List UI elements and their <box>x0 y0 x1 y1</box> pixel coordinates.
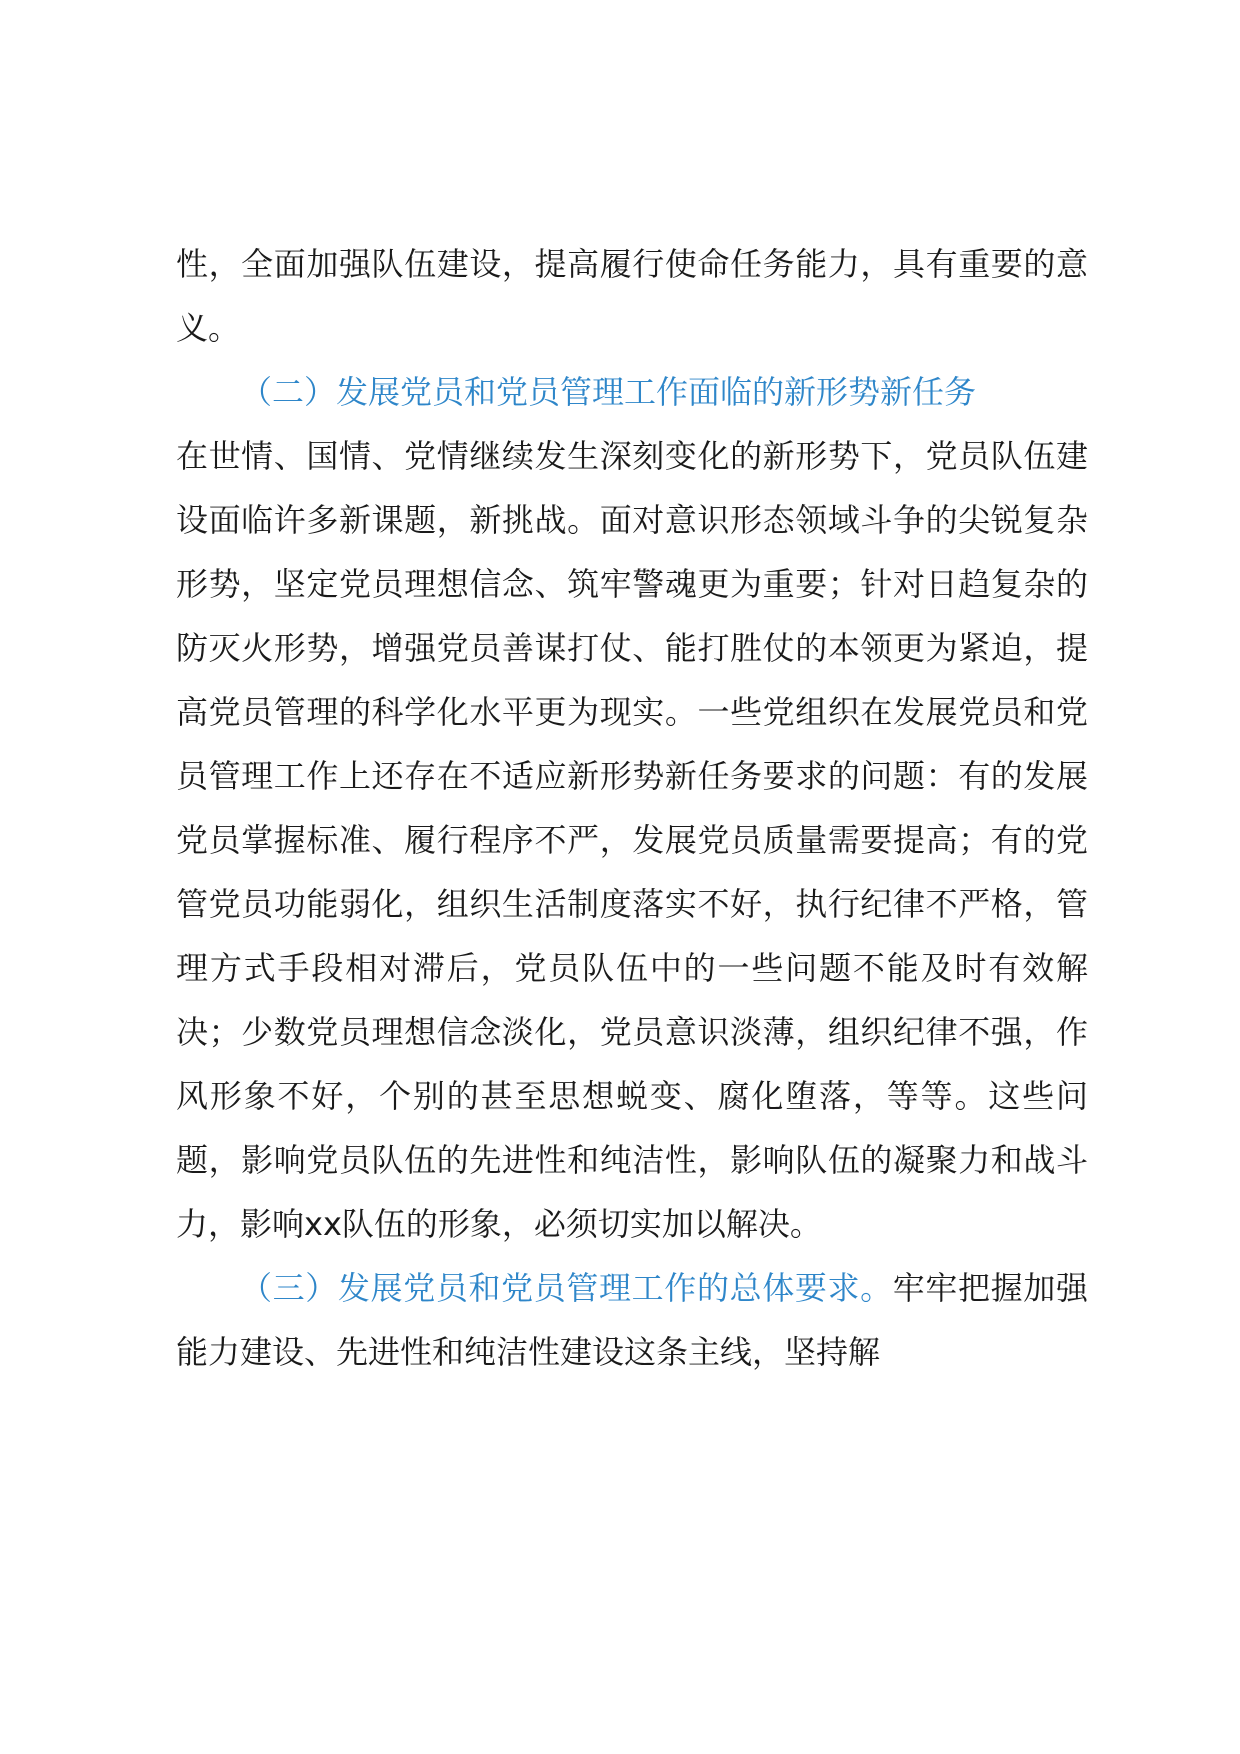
section-3-body: 牢牢把握加强能力建设、先进性和纯洁性建设这条主线，坚持解 <box>176 1269 1088 1371</box>
paragraph-1: 性，全面加强队伍建设，提高履行使命任务能力，具有重要的意义。 <box>176 245 1088 347</box>
document-body <box>176 232 1088 1384</box>
section-3-heading: （三）发展党员和党员管理工作的总体要求。 <box>240 1269 893 1307</box>
paragraph-section-2-heading <box>176 360 1088 424</box>
section-2-heading: （二）发展党员和党员管理工作面临的新形势新任务 <box>240 373 977 411</box>
paragraph-section-3 <box>176 1256 1088 1384</box>
paragraph-section-2: 在世情、国情、党情继续发生深刻变化的新形势下，党员队伍建设面临许多新课题，新挑战。面对意识形态领域斗争的尖锐复杂形势，坚定党员理想信念、筑牢警魂更为重要；针对日趋复杂的防灭火形势，增强党员善谋打仗、能打胜仗的本领更为紧迫，提高党员管理的科学化水平更为现实。一些党组织在发展党员和党员管理工作上还存在不适应新形势新任务要求的问题：有的发展党员掌握标准、履行程序不严，发展党员质量需要提高；有的党管党员功能弱化，组织生活制度落实不好，执行纪律不严格，管理方式手段相对滞后，党员队伍中的一些问题不能及时有效解决；少数党员理想信念淡化，党员意识淡薄，组织纪律不强，作风形象不好，个别的甚至思想蜕变、腐化堕落，等等。这些问题，影响党员队伍的先进性和纯洁性，影响队伍的凝聚力和战斗力，影响xx队伍的形象，必须切实加以解决。 <box>176 437 1088 1243</box>
